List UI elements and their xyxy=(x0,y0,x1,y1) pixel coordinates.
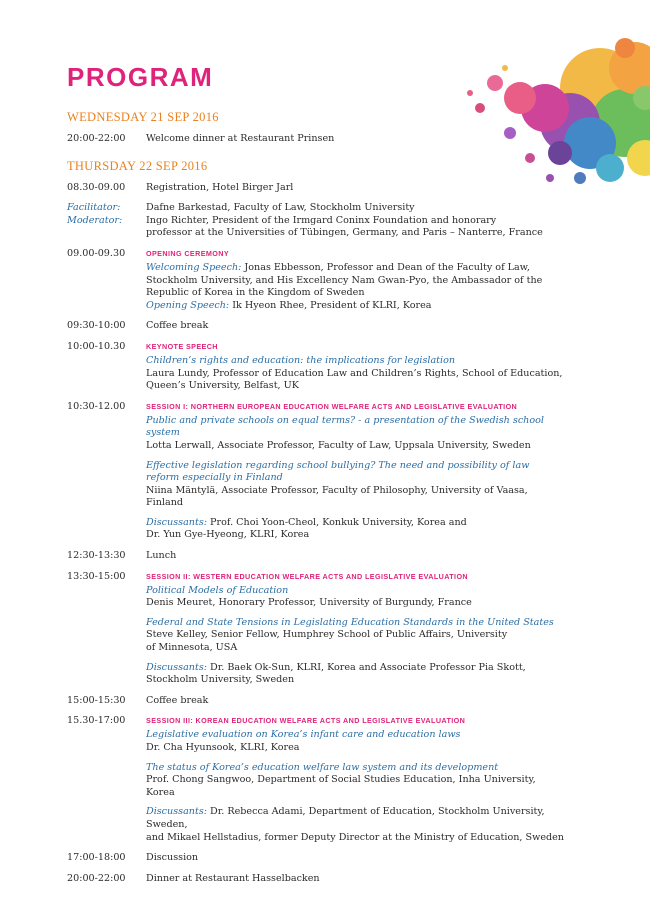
speaker-line-2: of Minnesota, USA xyxy=(146,642,238,654)
program-row-welcome-dinner xyxy=(67,133,567,146)
session-1-body xyxy=(146,401,566,542)
discussants-text: Dr. Baek Ok-Sun, KLRI, Korea and Associate Professor Pia Skott, xyxy=(207,661,526,673)
discussants-line-2: and Mikael Hellstadius, former Deputy Director at the Ministry of Education, Sweden xyxy=(146,831,564,843)
session-2-body xyxy=(146,571,566,687)
talk-title-line-1: Effective legislation regarding school bullying? The need and possibility of law xyxy=(146,459,530,471)
opening-ceremony-body xyxy=(146,248,566,312)
day-heading-thursday: THURSDAY 22 SEP 2016 xyxy=(67,158,208,173)
facilitator-name: Dafne Barkestad, Faculty of Law, Stockholm University xyxy=(146,202,415,214)
keynote-body xyxy=(146,341,566,393)
discussants-label: Discussants: xyxy=(146,661,207,673)
time-slot: 10:30-12.00 xyxy=(67,400,126,412)
discussants-line-1 xyxy=(146,806,566,831)
talk-block xyxy=(146,585,566,610)
program-row-session-1 xyxy=(67,401,567,542)
page-title: PROGRAM xyxy=(67,62,214,92)
event-text: Welcome dinner at Restaurant Prinsen xyxy=(146,133,335,144)
role-names xyxy=(146,202,566,240)
event-text: Dinner at Restaurant Hasselbacken xyxy=(146,872,320,884)
section-heading: SESSION III: KOREAN EDUCATION WELFARE ACTS AND LEGISLATIVE EVALUATION xyxy=(146,716,466,726)
time-slot: 13:30-15:00 xyxy=(67,570,126,582)
moderator-label: Moderator: xyxy=(67,214,123,226)
welcoming-speech-text: Jonas Ebbesson, Professor and Dean of the Faculty of Law, Stockholm University, and His Excellency Nam Gwan-Pyo, the Ambassador of the Republic of Korea in the Kingdom of Sweden xyxy=(146,261,543,299)
welcoming-speech-label: Welcoming Speech: xyxy=(146,261,242,273)
welcoming-speech xyxy=(146,262,566,300)
time-slot: 12:30-13:30 xyxy=(67,550,126,562)
program-row-discussion xyxy=(67,852,567,865)
speaker-line-2: Queen’s University, Belfast, UK xyxy=(146,380,299,392)
program-content xyxy=(67,110,567,893)
discussants-label: Discussants: xyxy=(146,806,207,818)
section-heading: SESSION II: WESTERN EDUCATION WELFARE ACTS AND LEGISLATIVE EVALUATION xyxy=(146,571,469,581)
event-text: Coffee break xyxy=(146,694,209,706)
time-slot: 09.00-09.30 xyxy=(67,247,126,259)
discussants-text: Prof. Choi Yoon-Cheol, Konkuk University, Korea and xyxy=(207,516,467,528)
discussants-line-2: Dr. Yun Gye-Hyeong, KLRI, Korea xyxy=(146,529,310,541)
speaker: Denis Meuret, Honorary Professor, University of Burgundy, France xyxy=(146,597,472,609)
talk-title: Children’s rights and education: the implications for legislation xyxy=(146,354,456,366)
talk-block xyxy=(146,460,566,510)
program-row-keynote xyxy=(67,341,567,393)
time-slot: 17:00-18:00 xyxy=(67,852,126,864)
time-slot: 15:00-15:30 xyxy=(67,694,126,706)
discussants-block xyxy=(146,662,566,687)
talk-title: Federal and State Tensions in Legislating Education Standards in the United States xyxy=(146,616,554,628)
speaker: Prof. Chong Sangwoo, Department of Social Studies Education, Inha University, Korea xyxy=(146,774,536,798)
time-slot: 20:00-22:00 xyxy=(67,872,126,884)
section-heading: OPENING CEREMONY xyxy=(146,248,230,258)
talk-title: Public and private schools on equal terms? - a presentation of the Swedish school system xyxy=(146,414,544,439)
opening-speech-text: Ik Hyeon Rhee, President of KLRI, Korea xyxy=(229,299,432,311)
session-3-body xyxy=(146,715,566,844)
section-heading: SESSION I: NORTHERN EUROPEAN EDUCATION WELFARE ACTS AND LEGISLATIVE EVALUATION xyxy=(146,401,518,411)
discussants-line-2: Stockholm University, Sweden xyxy=(146,674,295,686)
program-row-registration xyxy=(67,182,567,195)
time-slot: 10:00-10.30 xyxy=(67,340,126,352)
discussants-block xyxy=(146,517,566,542)
program-row-roles xyxy=(67,202,567,240)
facilitator-label: Facilitator: xyxy=(67,202,121,214)
speaker-line-1: Laura Lundy, Professor of Education Law and Children’s Rights, School of Education, xyxy=(146,367,563,379)
discussants-block xyxy=(146,806,566,844)
talk-title: The status of Korea’s education welfare law system and its development xyxy=(146,761,499,773)
moderator-name-line-2: professor at the Universities of Tübingen, Germany, and Paris – Nanterre, France xyxy=(146,227,543,239)
talk-title-line-2: reform especially in Finland xyxy=(146,472,283,484)
program-row-coffee-break-1 xyxy=(67,320,567,333)
program-row-dinner xyxy=(67,873,567,886)
speaker-line-1: Steve Kelley, Senior Fellow, Humphrey School of Public Affairs, University xyxy=(146,629,508,641)
time-slot: 20:00-22:00 xyxy=(67,133,126,144)
event-text: Lunch xyxy=(146,550,177,562)
talk-block xyxy=(146,729,566,754)
discussants-line-1 xyxy=(146,662,566,675)
speaker: Dr. Cha Hyunsook, KLRI, Korea xyxy=(146,742,300,753)
discussants-label: Discussants: xyxy=(146,516,207,528)
section-heading: KEYNOTE SPEECH xyxy=(146,341,218,351)
time-slot: 08.30-09.00 xyxy=(67,181,126,193)
talk-block xyxy=(146,617,566,655)
program-row-lunch xyxy=(67,550,567,563)
program-row-opening-ceremony xyxy=(67,248,567,312)
talk-block xyxy=(146,415,566,453)
talk-title: Legislative evaluation on Korea’s infant care and education laws xyxy=(146,729,461,741)
opening-speech-label: Opening Speech: xyxy=(146,299,230,311)
moderator-name-line-1: Ingo Richter, President of the Irmgard Coninx Foundation and honorary xyxy=(146,214,497,226)
talk-title: Political Models of Education xyxy=(146,584,289,596)
discussants-text: Dr. Rebecca Adami, Department of Education, Stockholm University, Sweden, xyxy=(146,806,545,830)
program-row-session-2 xyxy=(67,571,567,687)
event-text: Coffee break xyxy=(146,320,209,332)
discussants-line-1 xyxy=(146,517,566,530)
time-slot: 09:30-10:00 xyxy=(67,320,126,332)
event-text: Discussion xyxy=(146,852,199,864)
program-row-coffee-break-2 xyxy=(67,695,567,708)
time-slot: 15.30-17:00 xyxy=(67,715,126,727)
speaker: Niina Mäntylä, Associate Professor, Faculty of Philosophy, University of Vaasa, Finland xyxy=(146,484,528,509)
talk-block xyxy=(146,762,566,800)
day-heading-wednesday: WEDNESDAY 21 SEP 2016 xyxy=(67,110,219,124)
event-text: Registration, Hotel Birger Jarl xyxy=(146,181,294,193)
role-labels xyxy=(67,202,146,240)
program-row-session-3 xyxy=(67,715,567,844)
opening-speech xyxy=(146,300,566,313)
speaker: Lotta Lerwall, Associate Professor, Faculty of Law, Uppsala University, Sweden xyxy=(146,439,531,451)
